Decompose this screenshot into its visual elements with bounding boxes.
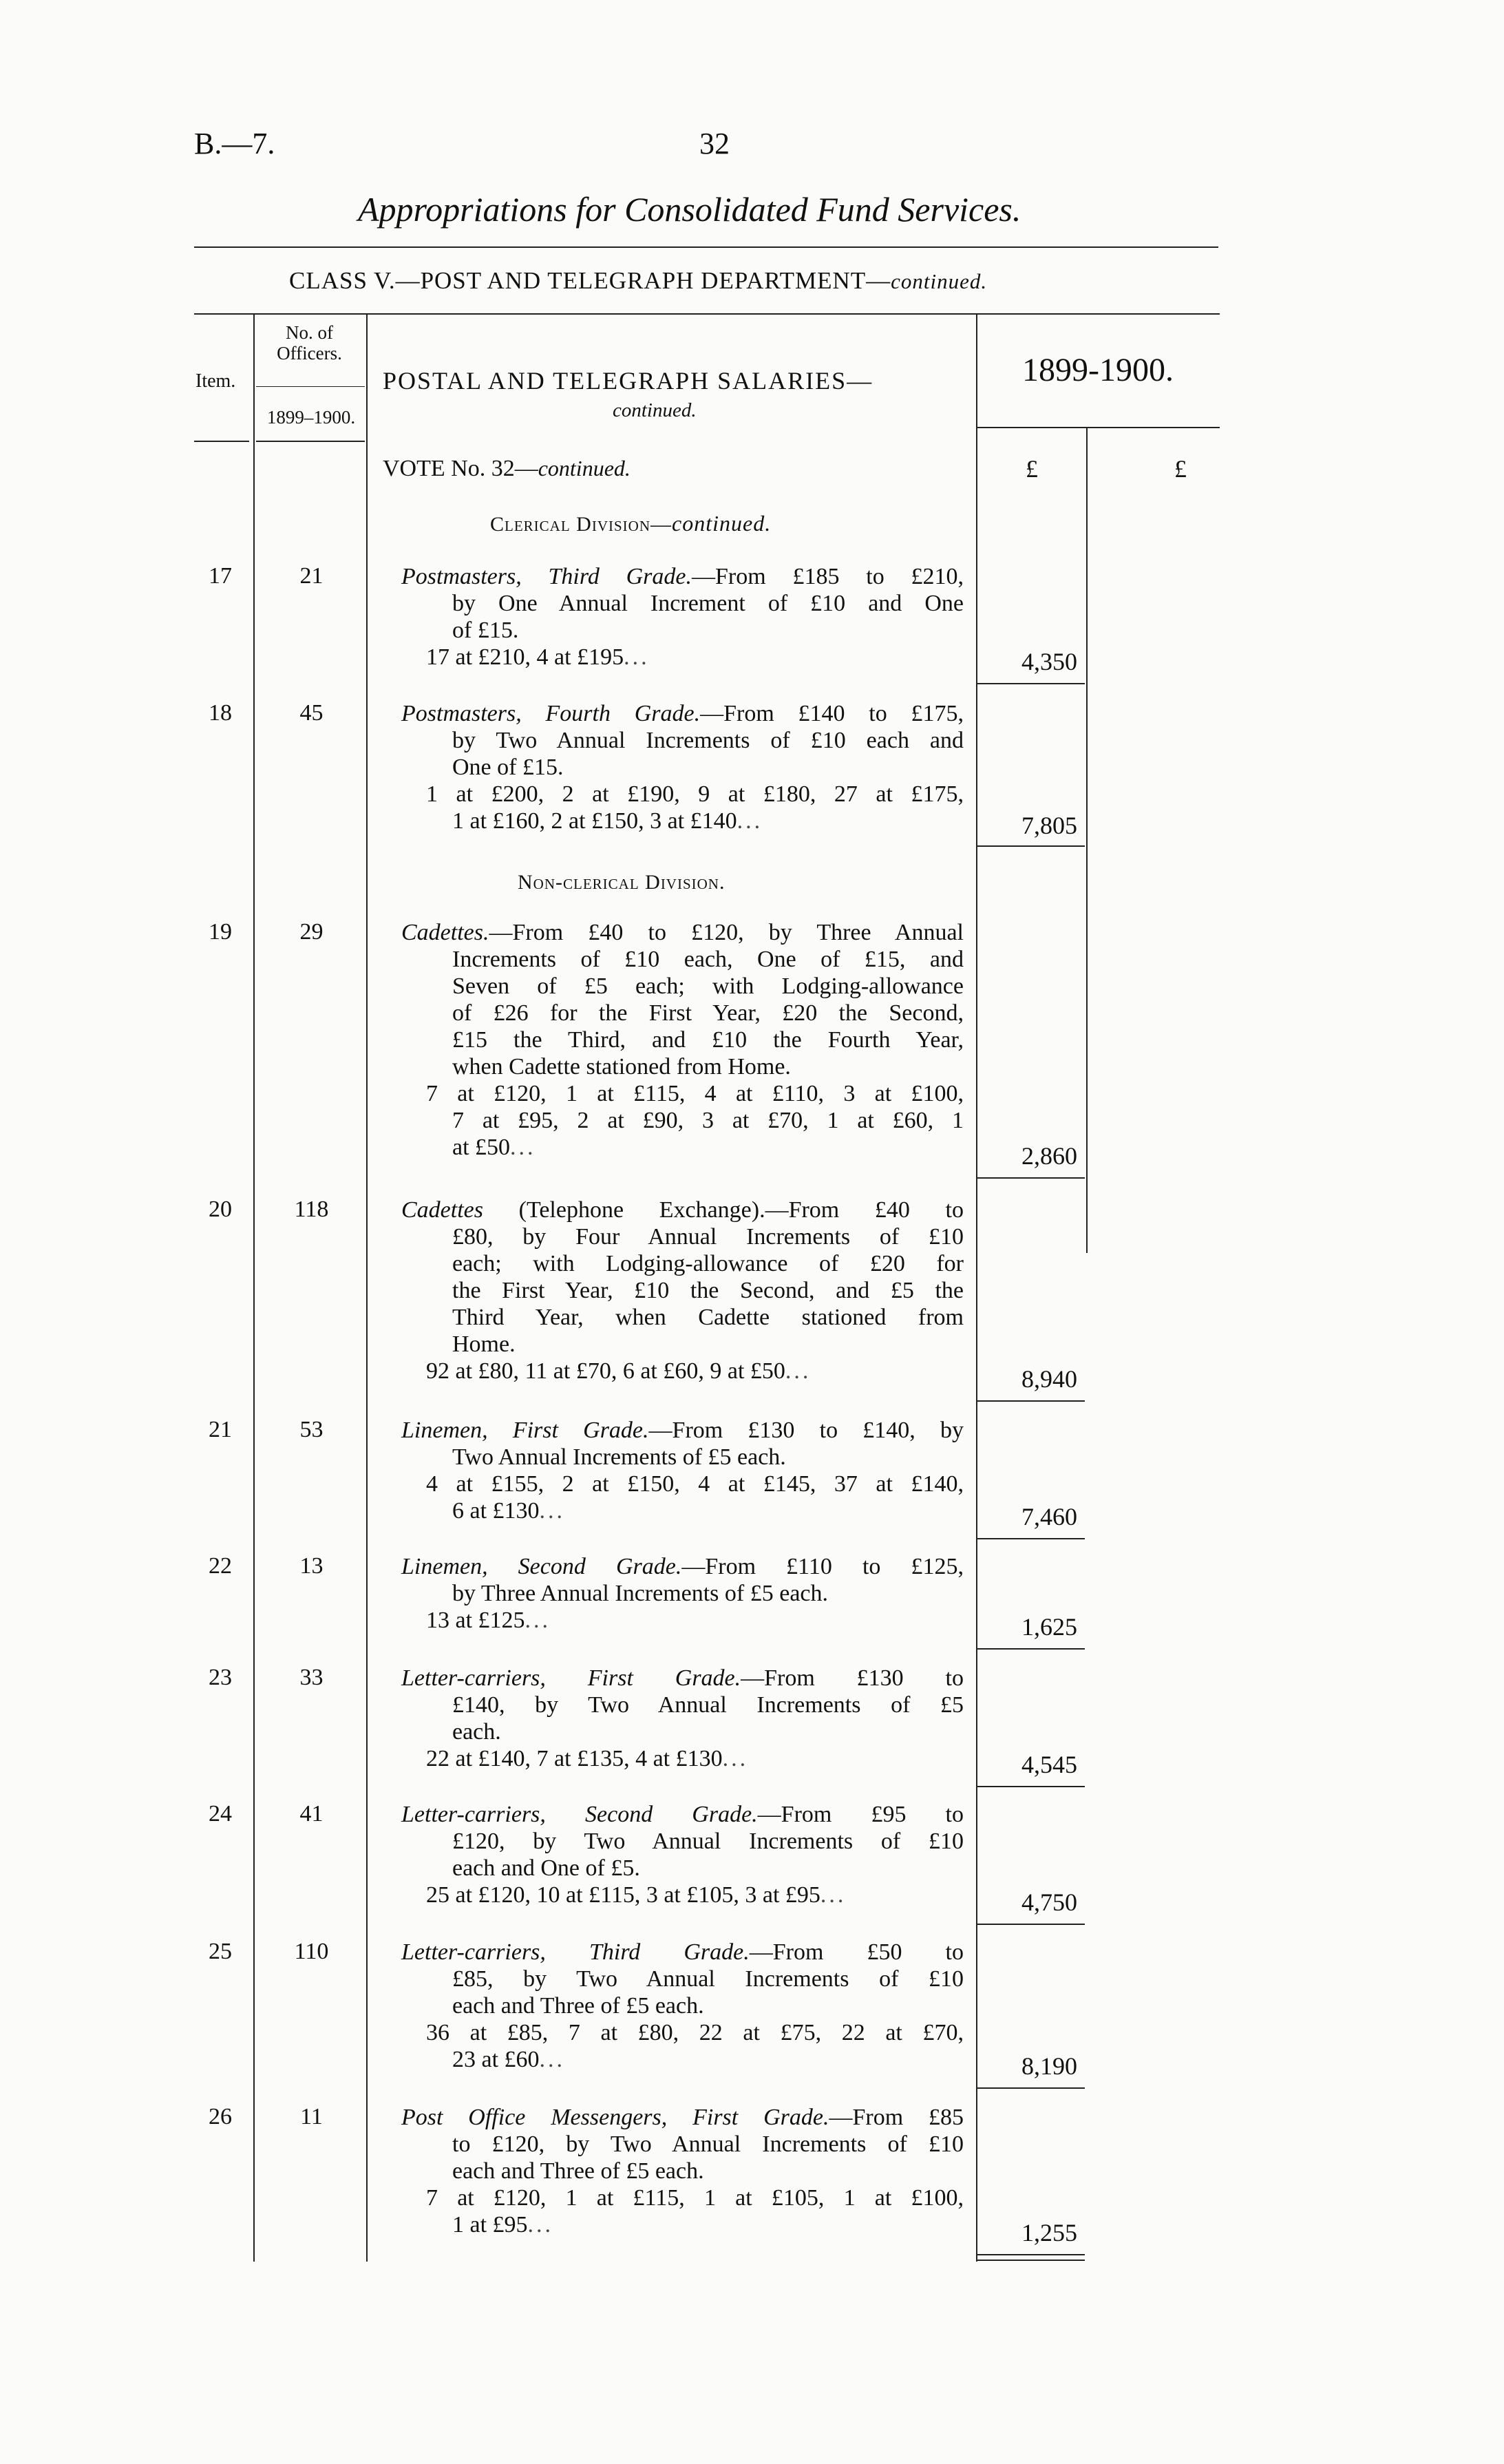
item-detail-text: 6 at £130 — [452, 1498, 540, 1524]
item-text-line: Increments of £10 each, One of £15, and — [452, 947, 964, 972]
rule-amount — [977, 683, 1085, 684]
rule-officers-year — [256, 386, 365, 387]
item-description — [401, 1801, 964, 1908]
item-detail-line — [401, 644, 964, 671]
item-text-line: Seven of £5 each; with Lodging-allowance — [452, 973, 964, 999]
item-amount: 4,750 — [1021, 1888, 1077, 1916]
item-title: Letter-carriers, Second Grade. — [401, 1802, 758, 1827]
item-amount: 8,940 — [1021, 1365, 1077, 1393]
item-description — [401, 1665, 964, 1772]
rule-amount — [977, 1786, 1085, 1787]
item-detail-text: 22 at £140, 7 at £135, 4 at £130 — [426, 1746, 723, 1771]
item-number: 18 — [209, 700, 232, 726]
item-description — [401, 2104, 964, 2238]
item-text-line: the First Year, £10 the Second, and £5 the — [452, 1278, 964, 1303]
item-number: 19 — [209, 919, 232, 945]
item-description — [401, 1197, 964, 1384]
item-detail-line — [401, 1607, 964, 1634]
item-detail-text: 1 at £160, 2 at £150, 3 at £140 — [452, 808, 737, 834]
item-amount: 7,460 — [1021, 1503, 1077, 1530]
item-title: Cadettes. — [401, 920, 489, 945]
item-number: 20 — [209, 1197, 232, 1222]
item-first-line: Cadettes.—From £40 to £120, by Three Annual — [401, 920, 964, 945]
item-amount: 4,350 — [1021, 648, 1077, 675]
item-detail-line — [401, 1745, 964, 1772]
item-text-line: of £15. — [452, 618, 519, 643]
header-item: Item. — [195, 370, 236, 392]
rule-top — [194, 246, 1218, 248]
item-text-line: each; with Lodging-allowance of £20 for — [452, 1251, 964, 1276]
officer-count: 53 — [299, 1417, 324, 1442]
item-text-line: £140, by Two Annual Increments of £5 — [452, 1692, 964, 1718]
dot-leader: ... — [624, 644, 650, 670]
item-detail-line: 7 at £95, 2 at £90, 3 at £70, 1 at £60, 1 — [452, 1108, 964, 1133]
item-text-line: £80, by Four Annual Increments of £10 — [452, 1224, 964, 1250]
officer-count: 29 — [299, 919, 324, 945]
item-amount: 1,255 — [1021, 2219, 1077, 2246]
item-first-line: Linemen, First Grade.—From £130 to £140, by — [401, 1418, 964, 1443]
page-number: 32 — [699, 127, 730, 160]
header-section-continued: continued. — [613, 399, 697, 421]
item-detail-text: 17 at £210, 4 at £195 — [426, 644, 624, 670]
dot-leader: ... — [510, 1135, 536, 1160]
item-first-line: Letter-carriers, Second Grade.—From £95 to — [401, 1802, 964, 1827]
officer-count: 45 — [299, 700, 324, 726]
dot-leader: ... — [722, 1746, 749, 1771]
rule-amount — [977, 2254, 1085, 2255]
officer-count: 13 — [299, 1553, 324, 1579]
item-detail-text: 13 at £125 — [426, 1608, 525, 1633]
item-title: Linemen, First Grade. — [401, 1418, 649, 1443]
item-number: 22 — [209, 1553, 232, 1579]
column-divider-amount — [1086, 427, 1088, 1253]
rule-amount — [977, 1177, 1085, 1179]
item-number: 24 — [209, 1801, 232, 1826]
item-text-line: each. — [452, 1719, 501, 1745]
item-detail-line — [401, 2211, 964, 2238]
item-number: 26 — [209, 2104, 232, 2129]
item-description — [401, 919, 964, 1161]
item-text-line: Home. — [452, 1331, 516, 1357]
item-detail-text: 23 at £60 — [452, 2047, 540, 2072]
item-first-line: Postmasters, Fourth Grade.—From £140 to £175, — [401, 701, 964, 726]
dot-leader: ... — [737, 808, 763, 834]
officer-count: 11 — [300, 2104, 323, 2129]
item-detail-line — [401, 1358, 964, 1384]
division-clerical: Clerical Division—continued. — [490, 511, 772, 536]
item-detail-line — [401, 1882, 964, 1908]
item-detail-line — [401, 808, 964, 834]
dot-leader: ... — [525, 1608, 551, 1633]
rule-officers-header — [256, 441, 365, 442]
item-description — [401, 1939, 964, 2073]
item-description — [401, 700, 964, 834]
rule-amount — [977, 1648, 1085, 1650]
item-amount: 4,545 — [1021, 1751, 1077, 1778]
dot-leader: ... — [785, 1358, 812, 1384]
item-detail-line — [401, 2046, 964, 2073]
header-section-title: POSTAL AND TELEGRAPH SALARIES— — [383, 367, 873, 394]
item-title: Linemen, Second Grade. — [401, 1554, 682, 1579]
item-number: 23 — [209, 1665, 232, 1690]
item-text-line: Two Annual Increments of £5 each. — [452, 1444, 786, 1470]
rule-amount — [977, 1400, 1085, 1402]
item-title: Letter-carriers, Third Grade. — [401, 1939, 750, 1965]
item-number: 21 — [209, 1417, 232, 1442]
rule-amount — [977, 1924, 1085, 1925]
item-text-line: by Three Annual Increments of £5 each. — [452, 1581, 829, 1606]
rule-amount — [977, 2087, 1085, 2089]
item-detail-line: 1 at £200, 2 at £190, 9 at £180, 27 at £175, — [426, 781, 964, 807]
header-year: 1899-1900. — [1022, 352, 1174, 388]
division-non-clerical: Non-clerical Division. — [518, 871, 725, 894]
rule-amount-final — [977, 2260, 1085, 2261]
rule-year-header — [977, 427, 1220, 428]
officer-count: 118 — [294, 1197, 329, 1222]
column-divider-description — [976, 313, 977, 2262]
header-officers-year: 1899–1900. — [266, 407, 356, 428]
item-first-line: Cadettes (Telephone Exchange).—From £40 to — [401, 1197, 964, 1223]
pound-symbol-left: £ — [1026, 455, 1038, 483]
officer-count: 110 — [294, 1939, 329, 1964]
item-title: Letter-carriers, First Grade. — [401, 1665, 741, 1691]
item-detail-text: 25 at £120, 10 at £115, 3 at £105, 3 at £95 — [426, 1882, 820, 1908]
rule-item-header — [194, 441, 249, 442]
dot-leader: ... — [820, 1882, 847, 1908]
item-text-line: £85, by Two Annual Increments of £10 — [452, 1966, 964, 1992]
item-text-line: each and Three of £5 each. — [452, 1993, 704, 2019]
item-number: 25 — [209, 1939, 232, 1964]
page-subtitle: Appropriations for Consolidated Fund Services. — [358, 190, 1021, 229]
dot-leader: ... — [527, 2212, 554, 2237]
header-no-of-officers: No. of Officers. — [277, 322, 342, 364]
item-title: Postmasters, Fourth Grade. — [401, 701, 701, 726]
item-amount: 8,190 — [1021, 2052, 1077, 2080]
item-first-line: Postmasters, Third Grade.—From £185 to £210, — [401, 564, 964, 589]
pound-symbol-right: £ — [1174, 455, 1187, 483]
rule-amount — [977, 1538, 1085, 1539]
item-text-line: of £26 for the First Year, £20 the Second, — [452, 1000, 964, 1026]
item-text-line: by Two Annual Increments of £10 each and — [452, 728, 964, 753]
item-first-line: Letter-carriers, Third Grade.—From £50 to — [401, 1939, 964, 1965]
item-detail-line: 7 at £120, 1 at £115, 4 at £110, 3 at £100, — [426, 1081, 964, 1106]
item-text-line: each and Three of £5 each. — [452, 2158, 704, 2184]
class-heading: CLASS V.—POST AND TELEGRAPH DEPARTMENT—continued. — [289, 267, 988, 294]
item-first-line: Linemen, Second Grade.—From £110 to £125, — [401, 1554, 964, 1579]
column-divider-item — [253, 313, 255, 2262]
item-text-line: by One Annual Increment of £10 and One — [452, 591, 964, 616]
item-description — [401, 563, 964, 671]
dot-leader: ... — [539, 1498, 566, 1524]
item-detail-text: 1 at £95 — [452, 2212, 528, 2237]
item-text-line: One of £15. — [452, 755, 564, 780]
item-title: Cadettes — [401, 1197, 483, 1223]
item-detail-line: 36 at £85, 7 at £80, 22 at £75, 22 at £70, — [426, 2020, 964, 2045]
item-first-line: Post Office Messengers, First Grade.—From £85 — [401, 2105, 964, 2130]
item-detail-text: at £50 — [452, 1135, 511, 1160]
item-detail-line: 4 at £155, 2 at £150, 4 at £145, 37 at £140, — [426, 1471, 964, 1497]
item-first-line: Letter-carriers, First Grade.—From £130 to — [401, 1665, 964, 1691]
item-detail-line — [401, 1134, 964, 1161]
item-amount: 7,805 — [1021, 812, 1077, 839]
officer-count: 41 — [299, 1801, 324, 1826]
item-amount: 1,625 — [1021, 1613, 1077, 1641]
item-text-line: Third Year, when Cadette stationed from — [452, 1305, 964, 1330]
item-description — [401, 1553, 964, 1634]
item-number: 17 — [209, 563, 232, 589]
rule-amount — [977, 845, 1085, 847]
column-divider-officers — [366, 313, 368, 2262]
document-reference: B.—7. — [194, 127, 275, 160]
item-detail-line: 7 at £120, 1 at £115, 1 at £105, 1 at £100, — [426, 2185, 964, 2211]
item-text-line: when Cadette stationed from Home. — [452, 1054, 791, 1080]
rule-table-top — [194, 313, 1220, 315]
item-text-line: £15 the Third, and £10 the Fourth Year, — [452, 1027, 964, 1053]
vote-heading: VOTE No. 32—continued. — [383, 456, 631, 481]
item-detail-text: 92 at £80, 11 at £70, 6 at £60, 9 at £50 — [426, 1358, 785, 1384]
officer-count: 21 — [299, 563, 324, 589]
item-title: Postmasters, Third Grade. — [401, 564, 692, 589]
item-text-line: each and One of £5. — [452, 1855, 640, 1881]
item-amount: 2,860 — [1021, 1142, 1077, 1170]
item-text-line: £120, by Two Annual Increments of £10 — [452, 1829, 964, 1854]
item-text-line: to £120, by Two Annual Increments of £10 — [452, 2131, 964, 2157]
item-description — [401, 1417, 964, 1524]
dot-leader: ... — [539, 2047, 566, 2072]
item-detail-line — [401, 1497, 964, 1524]
officer-count: 33 — [299, 1665, 324, 1690]
item-title: Post Office Messengers, First Grade. — [401, 2105, 829, 2130]
